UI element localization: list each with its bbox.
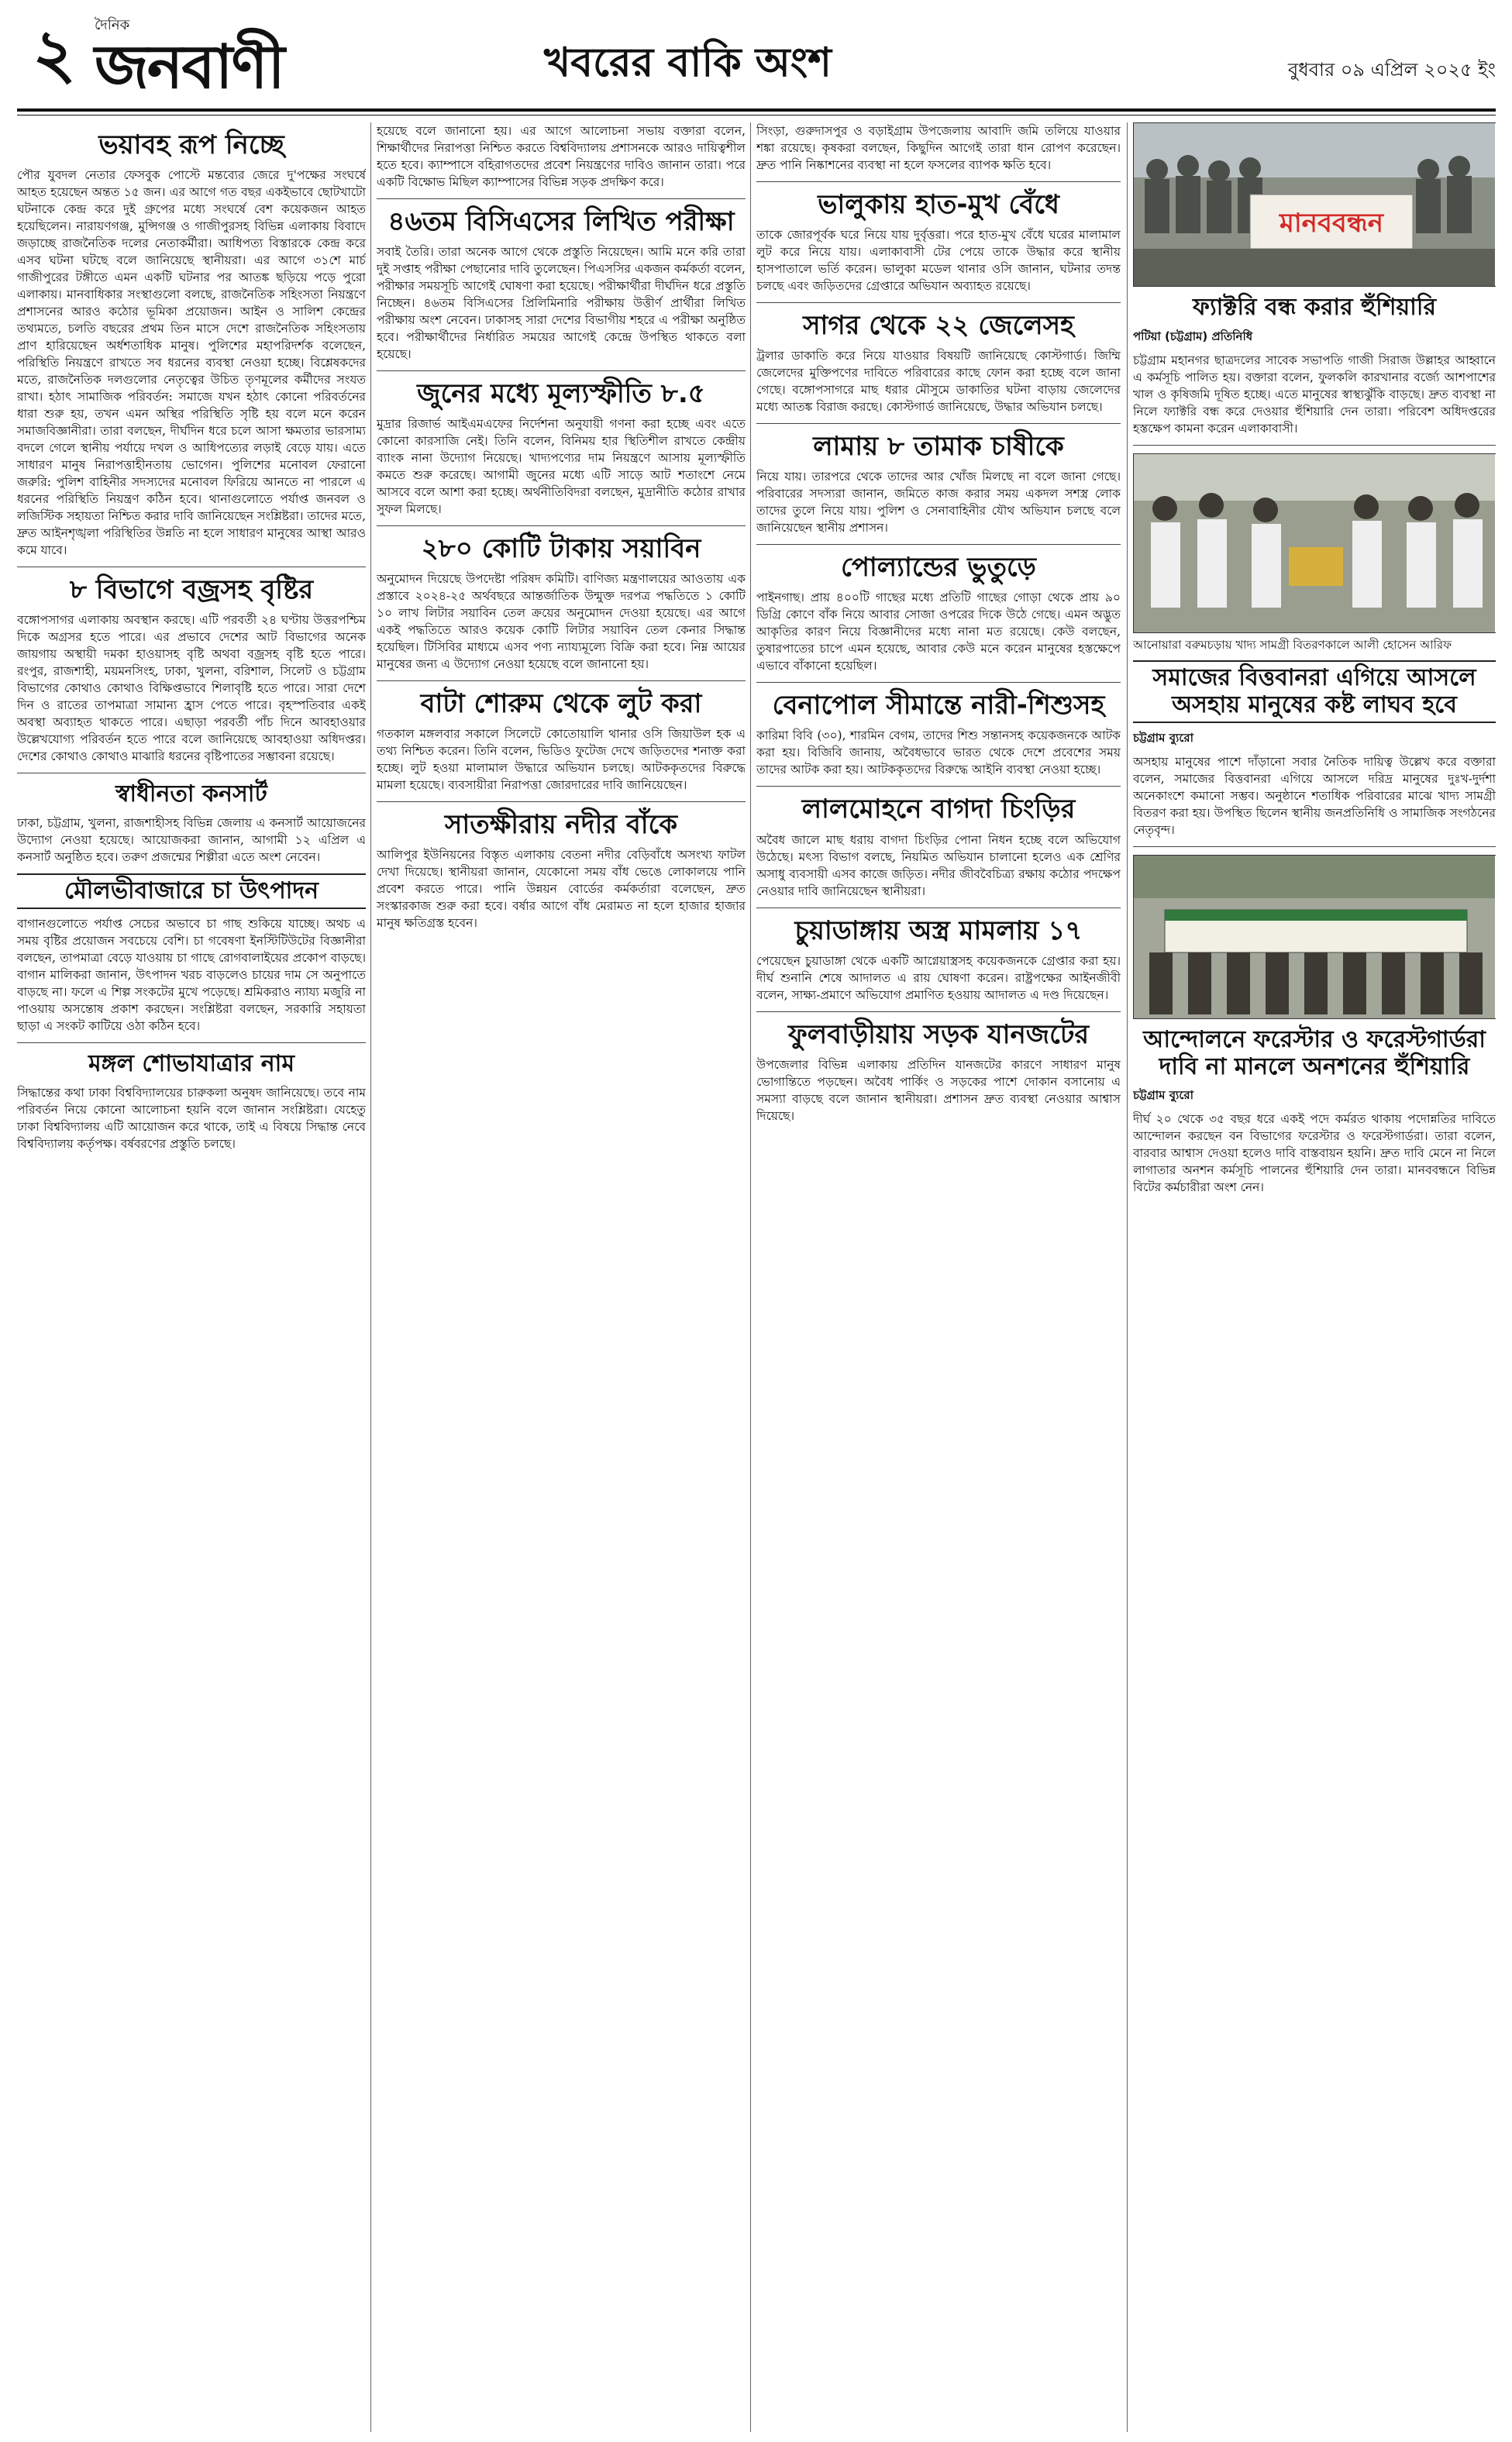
news-photo-human-chain	[1133, 855, 1496, 1019]
news-photo-food-distribution	[1133, 453, 1496, 633]
article	[377, 689, 746, 794]
article-divider	[17, 1042, 366, 1043]
article-body: সবাই তৈরি। তারা অনেক আগে থেকে প্রস্তুতি নিয়েছেন। আমি মনে করি তারা দুই সপ্তাহ পরীক্ষা পেছানোর দাবি তুলেছেন। পিএসসির একজন কর্মকর্তা বলেন, পরীক্ষার সময়সূচি আগেই ঘোষণা করা হয়েছে। পরীক্ষার্থীরা দীর্ঘদিন ধরে প্রস্তুতি নিচ্ছেন। ৪৬তম বিসিএসের প্রিলিমিনারি পরীক্ষায় উত্তীর্ণ প্রার্থীরা লিখিত পরীক্ষায় অংশ নেবেন। ঢাকাসহ সারা দেশের বিভাগীয় শহরে এ পরীক্ষা অনুষ্ঠিত হবে। পরীক্ষার্থীদের নির্ধারিত সময়ের আগেই কেন্দ্রে উপস্থিত থাকতে বলা হয়েছে।	[377, 245, 746, 362]
article-body: বঙ্গোপসাগর এলাকায় অবস্থান করছে। এটি পরবর্তী ২৪ ঘণ্টায় উত্তরপশ্চিম দিকে অগ্রসর হতে পারে। এর প্রভাবে দেশের আট বিভাগের অনেক জায়গায় অস্থায়ী দমকা হাওয়াসহ বৃষ্টি অথবা বজ্রসহ বৃষ্টি হতে পারে। রংপুর, রাজশাহী, ময়মনসিংহ, ঢাকা, খুলনা, বরিশাল, সিলেট ও চট্টগ্রাম বিভাগের কোথাও কোথাও বিক্ষিপ্তভাবে শিলাবৃষ্টি হতে পারে। সারা দেশে দিন ও রাতের তাপমাত্রা সামান্য হ্রাস পেতে পারে। বৃহস্পতিবার একই অবস্থা অব্যাহত থাকতে পারে। এছাড়া পরবর্তী পাঁচ দিনে আবহাওয়ার উল্লেখযোগ্য পরিবর্তন হতে পারে বলে জানিয়েছে আবহাওয়া অধিদপ্তর। দেশের কোথাও কোথাও মাঝারি ধরনের বৃষ্টিপাতের সম্ভাবনা রয়েছে।	[17, 613, 366, 764]
article-body: পৌর যুবদল নেতার ফেসবুক পোস্টে মন্তব্যের জেরে দু'পক্ষের সংঘর্ষে আহত হয়েছেন অন্তত ১৫ জন। এর আগে গত বছর একইভাবে ছোটখাটো ঘটনাকে কেন্দ্র করে দুই গ্রুপের মধ্যে সংঘর্ষে বেশ কয়েকজন আহত হয়েছিলেন। নারায়ণগঞ্জ, মুন্সিগঞ্জ ও গাজীপুরসহ বিভিন্ন এলাকায় বিবাদে জড়াচ্ছে রাজনৈতিক দলের নেতাকর্মীরা। আধিপত্য বিস্তারকে কেন্দ্র করে এসব ঘটনা ঘটছে বলে জানিয়েছে স্থানীয়রা। এর আগে ৩১শে মার্চ গাজীপুরের টঙ্গীতে এমন একটি ঘটনার পর আতঙ্ক ছড়িয়ে পড়ে পুরো এলাকায়। মানবাধিকার সংস্থাগুলো বলছে, রাজনৈতিক সহিংসতা নিয়ন্ত্রণে প্রশাসনের আরও কঠোর ভূমিকা প্রয়োজন। আইন ও সালিশ কেন্দ্রের তথ্যমতে, চলতি বছরের প্রথম তিন মাসে দেশে রাজনৈতিক সহিংসতায় প্রাণ হারিয়েছেন অর্ধশতাধিক মানুষ। পুলিশের মহাপরিদর্শক বলেছেন, পরিস্থিতি নিয়ন্ত্রণে রাখতে সব ধরনের ব্যবস্থা নেওয়া হচ্ছে। বিশ্লেষকদের মতে, রাজনৈতিক দলগুলোর নেতৃত্বের উচিত তৃণমূলের কর্মীদের সংযত রাখা। হঠাৎ সামাজিক পরিবর্তন: সমাজে যখন হঠাৎ কোনো পরিবর্তনের ধারা শুরু হয়, তখন এমন অস্থির পরিস্থিতি সৃষ্টি হয় বলে মনে করেন সমাজবিজ্ঞানীরা। তারা বলছেন, দীর্ঘদিন ধরে চলে আসা ক্ষমতার ভারসাম্য বদলে গেলে স্থানীয় পর্যায়ে দখল ও আধিপত্যের লড়াই বেড়ে যায়। এতে সাধারণ মানুষ নিরাপত্তাহীনতায় ভোগেন। পুলিশের মনোবল ফেরানো জরুরি: পুলিশ বাহিনীর সদস্যদের মনোবল ফিরিয়ে আনতে না পারলে এ ধরনের পরিস্থিতি নিয়ন্ত্রণ কঠিন হবে। থানাগুলোতে পর্যাপ্ত জনবল ও লজিস্টিক সহায়তা নিশ্চিত করার দাবি জানিয়েছেন সংশ্লিষ্টরা। তাদের মতে, দ্রুত আইনশৃঙ্খলা পরিস্থিতির উন্নতি না হলে সাধারণ মানুষের আস্থা আরও কমে যাবে।	[17, 168, 366, 558]
article-divider	[377, 801, 746, 802]
article-body: উপজেলার বিভিন্ন এলাকায় প্রতিদিন যানজটের কারণে সাধারণ মানুষ ভোগান্তিতে পড়ছেন। অবৈধ পার্কিং ও সড়কের পাশে দোকান বসানোয় এ সমস্যা বাড়ছে বলে জানান স্থানীয়রা। প্রশাসন দ্রুত ব্যবস্থা নেওয়ার আশ্বাস দিয়েছে।	[756, 1057, 1121, 1123]
article-headline: চুয়াডাঙ্গায় অস্ত্র মামলায় ১৭	[794, 914, 1083, 946]
article-divider	[756, 302, 1121, 303]
article-headline: সাতক্ষীরায় নদীর বাঁকে	[444, 809, 678, 841]
article	[756, 190, 1121, 294]
news-photo-protest	[1133, 122, 1496, 287]
article-headline: ফ্যাক্টরি বন্ধ করার হুঁশিয়ারি	[1193, 294, 1436, 321]
column-4	[1133, 122, 1496, 2436]
article	[17, 130, 366, 559]
article-headline: সমাজের বিত্তবানরা এগিয়ে আসলে অসহায় মানুষের কষ্ট লাঘব হবে	[1133, 660, 1496, 723]
issue-date: বুধবার ০৯ এপ্রিল ২০২৫ ইং	[1287, 59, 1496, 81]
column-divider	[370, 122, 371, 2432]
article-divider	[756, 423, 1121, 424]
article-body: সিদ্ধান্তের কথা ঢাকা বিশ্ববিদ্যালয়ের চারুকলা অনুষদ জানিয়েছে। তবে নাম পরিবর্তন নিয়ে কোনো আলোচনা হয়নি বলে জানান সংশ্লিষ্টরা। যেহেতু ঢাকা বিশ্ববিদ্যালয় এটি আয়োজন করে থাকে, তাই এ বিষয়ে সিদ্ধান্ত নেবে বিশ্ববিদ্যালয় কর্তৃপক্ষ। বর্ষবরণের প্রস্তুতি চলছে।	[17, 1085, 366, 1151]
article-headline: মঙ্গল শোভাযাত্রার নাম	[88, 1050, 294, 1078]
section-title: খবরের বাকি অংশ	[544, 40, 832, 86]
article-divider	[377, 198, 746, 199]
article-headline: মৌলভীবাজারে চা উৎপাদন	[17, 873, 366, 910]
article	[1133, 453, 1496, 839]
article	[17, 1051, 366, 1152]
article-body: ট্রলার ডাকাতি করে নিয়ে যাওয়ার বিষয়টি জানিয়েছে কোস্টগার্ড। জিম্মি জেলেদের মুক্তিপণের দাবিতে পরিবারের কাছে ফোন করা হচ্ছে বলে জানা গেছে। বঙ্গোপসাগরে মাছ ধরার মৌসুমে ডাকাতির ঘটনা বাড়ায় জেলেদের মধ্যে আতঙ্ক বিরাজ করছে। কোস্টগার্ড জানিয়েছে, উদ্ধার অভিযান চলছে।	[756, 349, 1121, 415]
article-body: অনুমোদন দিয়েছে উপদেষ্টা পরিষদ কমিটি। বাণিজ্য মন্ত্রণালয়ের আওতায় এক প্রস্তাবে ২০২৪-২৫ অর্থবছরে আন্তর্জাতিক উন্মুক্ত দরপত্র পদ্ধতিতে ১ কোটি ১০ লাখ লিটার সয়াবিন তেল ক্রয়ের অনুমোদন দেওয়া হয়েছে। এর আগে একই পদ্ধতিতে আরও কয়েক কোটি লিটার সয়াবিন তেল কেনার সিদ্ধান্ত হয়েছিল। টিসিবির মাধ্যমে এসব পণ্য ন্যায্যমূল্যে বিক্রি করা হবে। নিম্ন আয়ের মানুষের জন্য এ উদ্যোগ নেওয়া হয়েছে বলে জানানো হয়।	[377, 572, 746, 672]
article	[1133, 855, 1496, 1196]
article-body: নিয়ে যায়। তারপরে থেকে তাদের আর খোঁজ মিলছে না বলে জানা গেছে। পরিবারের সদস্যরা জানান, জমিতে কাজ করার সময় একদল সশস্ত্র লোক তাদের তুলে নিয়ে যায়। পুলিশ ও সেনাবাহিনীর যৌথ অভিযান চলছে বলে জানিয়েছেন স্থানীয় প্রশাসন।	[756, 470, 1121, 536]
article-headline: পোল্যান্ডের ভুতুড়ে	[841, 552, 1036, 584]
article-divider	[756, 181, 1121, 182]
article-body: তাকে জোরপূর্বক ঘরে নিয়ে যায় দুর্বৃত্তরা। পরে হাত-মুখ বেঁধে ঘরের মালামাল লুট করে নিয়ে যায়। এলাকাবাসী টের পেয়ে তাকে উদ্ধার করে স্থানীয় হাসপাতালে ভর্তি করেন। ভালুকা মডেল থানার ওসি জানান, ঘটনার তদন্ত চলছে এবং জড়িতদের গ্রেপ্তারে অভিযান অব্যাহত রয়েছে।	[756, 228, 1121, 294]
article-body: ঢাকা, চট্টগ্রাম, খুলনা, রাজশাহীসহ বিভিন্ন জেলায় এ কনসার্ট আয়োজনের উদ্যোগ নেওয়া হয়েছে। আয়োজকরা জানান, আগামী ১২ এপ্রিল এ কনসার্ট অনুষ্ঠিত হবে। তরুণ প্রজন্মের শিল্পীরা এতে অংশ নেবেন।	[17, 815, 366, 864]
column-1	[17, 122, 366, 2436]
article-divider	[377, 525, 746, 526]
article-divider	[377, 680, 746, 681]
article	[756, 691, 1121, 778]
article-body: পাইনগাছ। প্রায় ৪০০টি গাছের মধ্যে প্রতিটি গাছের গোড়া থেকে প্রায় ৯০ ডিগ্রি কোণে বাঁক নিয়ে আবার সোজা ওপরের দিকে উঠে গেছে। এমন অদ্ভুত আকৃতির কারণ নিয়ে বিজ্ঞানীদের মধ্যে নানা মত রয়েছে। কেউ বলছেন, তুষারপাতের চাপে এমন হয়েছে, আবার কেউ মনে করেন মানুষের হস্তক্ষেপে এভাবে বাঁকানো হয়েছিল।	[756, 591, 1121, 673]
article-byline: চট্টগ্রাম ব্যুরো	[1133, 731, 1194, 745]
page-number: ২	[33, 15, 76, 93]
article-body: সিংড়া, গুরুদাসপুর ও বড়াইগ্রাম উপজেলায় আবাদি জমি তলিয়ে যাওয়ার শঙ্কা রয়েছে। কৃষকরা বলছেন, কিছুদিন আগেই তারা ধান রোপণ করেছেন। দ্রুত পানি নিষ্কাশনের ব্যবস্থা না হলে ফসলের ব্যাপক ক্ষতি হবে।	[756, 124, 1121, 172]
article-headline: লালমোহনে বাগদা চিংড়ির	[801, 794, 1076, 825]
article-byline: চট্টগ্রাম ব্যুরো	[1133, 1088, 1194, 1102]
article-headline: বাটা শোরুম থেকে লুট করা	[420, 688, 702, 720]
masthead	[17, 11, 1496, 102]
logo-daily: দৈনিক	[95, 17, 130, 33]
article-body: বাগানগুলোতে পর্যাপ্ত সেচের অভাবে চা গাছ শুকিয়ে যাচ্ছে। অথচ এ সময় বৃষ্টির প্রয়োজন সবচেয়ে বেশি। চা গবেষণা ইনস্টিটিউটের বিজ্ঞানীরা বলছেন, তাপমাত্রা বেড়ে যাওয়ায় চা গাছে রোগবালাইয়ের প্রকোপ বাড়ছে। বাগান মালিকরা জানান, উৎপাদন খরচ বাড়লেও চায়ের দাম সে অনুপাতে বাড়ছে না। ফলে এ শিল্প সংকটের মুখে পড়েছে। শ্রমিকরাও ন্যায্য মজুরি না পাওয়ায় অসন্তোষ প্রকাশ করছেন। সংশ্লিষ্টরা বলছেন, সরকারি সহায়তা ছাড়া এ সংকট কাটিয়ে ওঠা কঠিন হবে।	[17, 917, 366, 1034]
article	[756, 1020, 1121, 1125]
article-divider	[756, 682, 1121, 683]
article-divider	[377, 370, 746, 371]
article	[756, 794, 1121, 899]
column-divider	[1127, 122, 1128, 2432]
article-headline: জুনের মধ্যে মূল্যস্ফীতি ৮.৫	[417, 378, 705, 410]
column-3	[756, 122, 1121, 2436]
article-headline: ভালুকায় হাত-মুখ বেঁধে	[818, 189, 1059, 220]
masthead-rule	[17, 108, 1496, 112]
article	[17, 873, 366, 1035]
article	[756, 916, 1121, 1004]
article	[756, 553, 1121, 674]
article-byline: পটিয়া (চট্টগ্রাম) প্রতিনিধি	[1133, 329, 1253, 343]
article-body: দীর্ঘ ২০ থেকে ৩৫ বছর ধরে একই পদে কর্মরত থাকায় পদোন্নতির দাবিতে আন্দোলন করছেন বন বিভাগের ফরেস্টার ও ফরেস্টগার্ডরা। তারা বলেন, বারবার আশ্বাস দেওয়া হলেও দাবি বাস্তবায়ন হয়নি। দ্রুত দাবি মেনে না নিলে লাগাতার অনশন কর্মসূচি পালনের হুঁশিয়ারি দেন তারা। মানববন্ধনে বিভিন্ন বিটের কর্মচারীরা অংশ নেন।	[1133, 1112, 1496, 1194]
article-divider	[1133, 846, 1496, 847]
article-divider	[1133, 445, 1496, 446]
article	[17, 781, 366, 866]
article-divider	[756, 1011, 1121, 1012]
article	[377, 379, 746, 518]
article	[1133, 122, 1496, 437]
article-body: গতকাল মঙ্গলবার সকালে সিলেটে কোতোয়ালি থানার ওসি জিয়াউল হক এ তথ্য নিশ্চিত করেন। তিনি বলেন, ভিডিও ফুটেজ দেখে জড়িতদের শনাক্ত করা হচ্ছে। লুট হওয়া মালামাল উদ্ধারে অভিযান চলছে। আটককৃতদের বিরুদ্ধে মামলা হয়েছে। ব্যবসায়ীরা নিরাপত্তা জোরদারের দাবি জানিয়েছেন।	[377, 727, 746, 793]
article	[17, 575, 366, 765]
article-headline: বেনাপোল সীমান্তে নারী-শিশুসহ	[772, 690, 1105, 722]
column-2	[377, 122, 746, 2436]
column-divider	[750, 122, 751, 2432]
article-body: অবৈধ জালে মাছ ধরায় বাগদা চিংড়ির পোনা নিধন হচ্ছে বলে অভিযোগ উঠেছে। মৎস্য বিভাগ বলছে, নিয়মিত অভিযান চালানো হলেও এক শ্রেণির অসাধু ব্যবসায়ী এসব কাজে জড়িত। নদীর জীববৈচিত্র্য রক্ষায় কঠোর পদক্ষেপ নেওয়ার দাবি জানিয়েছেন স্থানীয়রা।	[756, 832, 1121, 898]
article	[756, 432, 1121, 536]
article-body: হয়েছে বলে জানানো হয়। এর আগে আলোচনা সভায় বক্তারা বলেন, শিক্ষার্থীদের নিরাপত্তা নিশ্চিত করতে বিশ্ববিদ্যালয় প্রশাসনকে আরও দায়িত্বশীল হতে হবে। ক্যাম্পাসে বহিরাগতদের প্রবেশ নিয়ন্ত্রণের দাবিও জানান তারা। পরে একটি বিক্ষোভ মিছিল ক্যাম্পাসের বিভিন্ন সড়ক প্রদক্ষিণ করে।	[377, 124, 746, 189]
article	[377, 534, 746, 673]
article-body: পেয়েছেন চুয়াডাঙ্গা থেকে একটি আগ্নেয়াস্ত্রসহ কয়েকজনকে গ্রেপ্তার করা হয়। দীর্ঘ শুনানি শেষে আদালত এ রায় ঘোষণা করেন। রাষ্ট্রপক্ষের আইনজীবী বলেন, সাক্ষ্য-প্রমাণে অভিযোগ প্রমাণিত হওয়ায় আদালত এ দণ্ড দিয়েছেন।	[756, 953, 1121, 1002]
article-body: চট্টগ্রাম মহানগর ছাত্রদলের সাবেক সভাপতি গাজী সিরাজ উল্লাহর আহ্বানে এ কর্মসূচি পালিত হয়। বক্তারা বলেন, ফুলকলি কারখানার বর্জ্যে আশপাশের খাল ও কৃষিজমি দূষিত হচ্ছে। এতে মানুষের স্বাস্থ্যঝুঁকি বাড়ছে। দ্রুত ব্যবস্থা না নিলে ফ্যাক্টরি বন্ধ করে দেওয়ার হুঁশিয়ারি দেন তারা। পরিবেশ অধিদপ্তরের হস্তক্ষেপ কামনা করেন এলাকাবাসী।	[1133, 353, 1496, 436]
article-headline: আন্দোলনে ফরেস্টার ও ফরেস্টগার্ডরা দাবি না মানলে অনশনের হুঁশিয়ারি	[1143, 1026, 1486, 1080]
article-body: কারিমা বিবি (৩০), শারমিন বেগম, তাদের শিশু সন্তানসহ কয়েকজনকে আটক করা হয়। বিজিবি জানায়, অবৈধভাবে ভারত থেকে দেশে প্রবেশের সময় তাদের আটক করা হয়। আটককৃতদের বিরুদ্ধে আইনি ব্যবস্থা নেওয়া হচ্ছে।	[756, 728, 1121, 777]
article-headline: ৮ বিভাগে বজ্রসহ বৃষ্টির	[69, 574, 314, 606]
newspaper-logo	[95, 14, 389, 102]
article-headline: লামায় ৮ তামাক চাষীকে	[813, 431, 1064, 463]
article	[377, 810, 746, 932]
article-headline: ২৮০ কোটি টাকায় সয়াবিন	[421, 533, 701, 565]
article-headline: সাগর থেকে ২২ জেলেসহ	[803, 310, 1074, 342]
article-body: মুদ্রার রিজার্ভ আইএমএফের নির্দেশনা অনুযায়ী গণনা করা হচ্ছে এবং এতে কোনো কারসাজি নেই। তিনি বলেন, বিনিময় হার স্থিতিশীল রাখতে কেন্দ্রীয় ব্যাংক নানা উদ্যোগ নিয়েছে। খাদ্যপণ্যের দাম নিয়ন্ত্রণে আসায় মূল্যস্ফীতি কমতে শুরু করেছে। আগামী জুনের মধ্যে এটি সাড়ে আট শতাংশে নেমে আসবে বলে আশা করা হচ্ছে। অর্থনীতিবিদরা বলছেন, মুদ্রানীতি কঠোর রাখার সুফল মিলছে।	[377, 417, 746, 517]
article-headline: ফুলবাড়ীয়ায় সড়ক যানজটের	[787, 1018, 1090, 1050]
article-headline: ৪৬তম বিসিএসের লিখিত পরীক্ষা	[387, 206, 735, 237]
article-continuation	[756, 122, 1121, 174]
article-headline: ভয়াবহ রূপ নিচ্ছে	[98, 129, 284, 160]
article-divider	[756, 544, 1121, 545]
article	[377, 207, 746, 363]
article-continuation	[377, 122, 746, 191]
article-body: আলিপুর ইউনিয়নের বিস্তৃত এলাকায় বেতনা নদীর বেড়িবাঁধে অসংখ্য ফাটল দেখা দিয়েছে। স্থানীয়রা জানান, যেকোনো সময় বাঁধ ভেঙে লোকালয়ে পানি প্রবেশ করতে পারে। পানি উন্নয়ন বোর্ডের কর্মকর্তারা বলেছেন, দ্রুত সংস্কারকাজ শুরু করা হবে। বর্ষার আগে বাঁধ মেরামত না হলে হাজার হাজার মানুষ ক্ষতিগ্রস্ত হবেন।	[377, 848, 746, 931]
article-headline: স্বাধীনতা কনসার্ট	[115, 780, 267, 808]
article-body: অসহায় মানুষের পাশে দাঁড়ানো সবার নৈতিক দায়িত্ব উল্লেখ করে বক্তারা বলেন, সমাজের বিত্তবানরা এগিয়ে আসলে দরিদ্র মানুষের দুঃখ-দুর্দশা অনেকাংশে কমানো সম্ভব। অনুষ্ঠানে শতাধিক পরিবারের মাঝে খাদ্য সামগ্রী বিতরণ করা হয়। উপস্থিত ছিলেন স্থানীয় জনপ্রতিনিধি ও সামাজিক সংগঠনের নেতৃবৃন্দ।	[1133, 755, 1496, 837]
article-divider	[756, 786, 1121, 787]
banner-text: মানববন্ধন	[1279, 208, 1384, 239]
article	[756, 311, 1121, 415]
logo-name: জনবাণী	[95, 33, 284, 102]
photo-caption: আনোয়ারা বরুমচড়ায় খাদ্য সামগ্রী বিতরণকালে আলী হোসেন আরিফ	[1133, 637, 1452, 652]
